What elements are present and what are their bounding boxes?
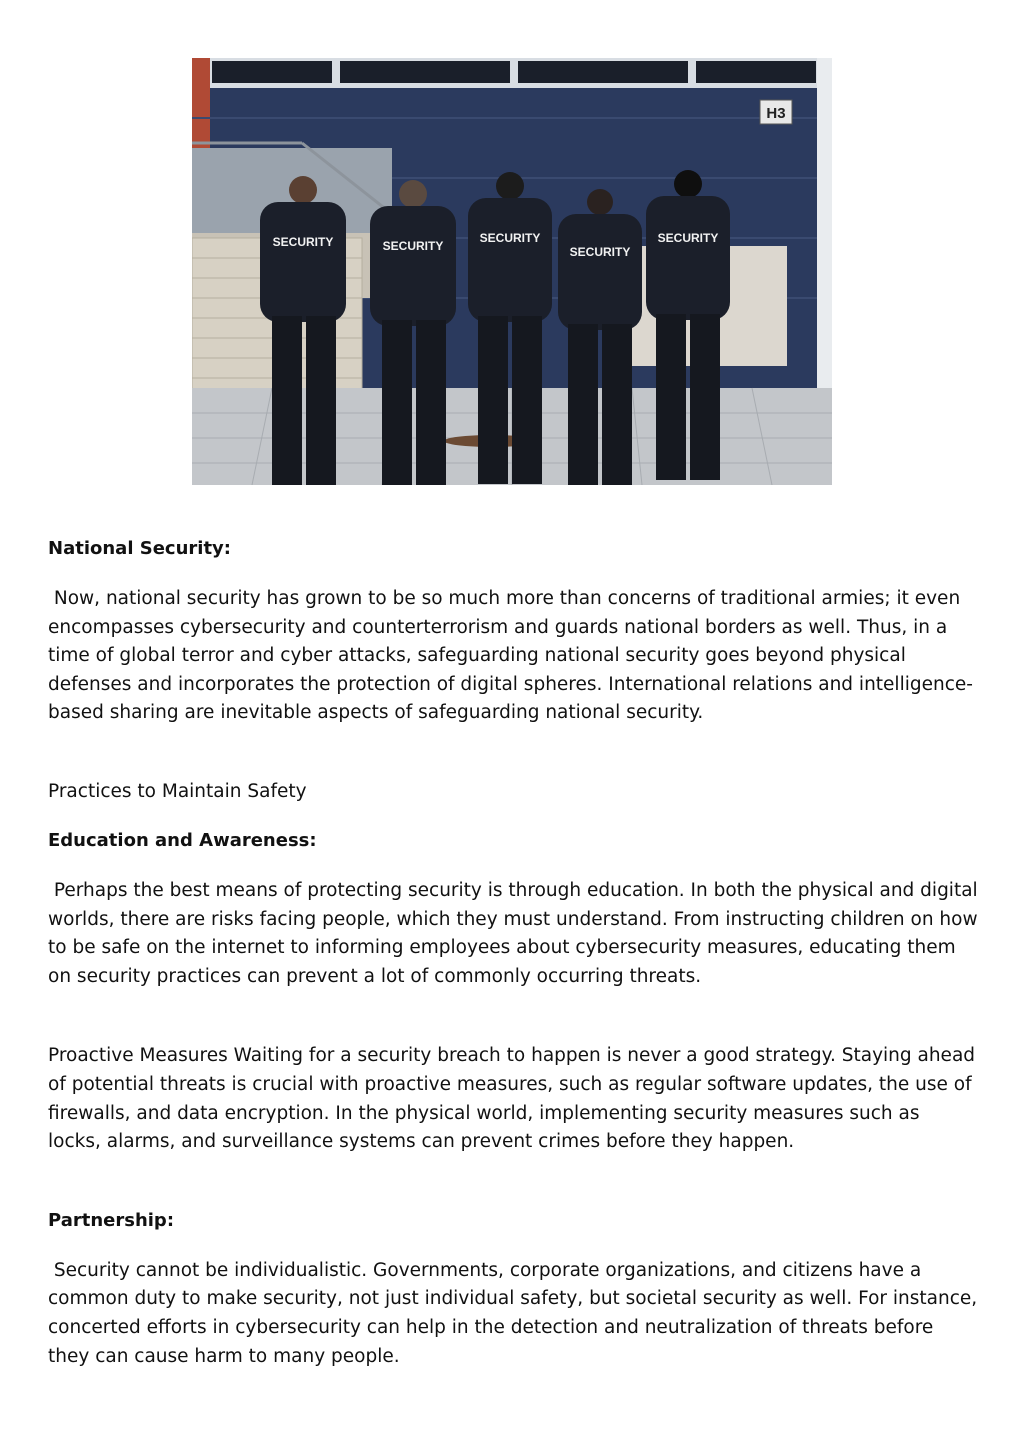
education-heading: Education and Awareness:	[48, 829, 317, 851]
article-body	[48, 536, 984, 1371]
svg-text:SECURITY: SECURITY	[569, 245, 631, 259]
security-guards-photo	[192, 58, 832, 485]
education-paragraph: Perhaps the best means of protecting security is through education. In both the physical and digital worlds, there are risks facing people, which they must understand. From instructing children on how to be safe on the internet to informing employees about cybersecurity measures, educating them on security practices can prevent a lot of commonly occurring threats.	[48, 879, 984, 987]
partnership-paragraph: Security cannot be individualistic. Governments, corporate organizations, and citizens have a common duty to make security, not just individual safety, but societal security as well. For instance, concerted efforts in cybersecurity can help in the detection and neutralization of threats before they can cause harm to many people.	[48, 1259, 984, 1367]
svg-text:SECURITY: SECURITY	[382, 239, 444, 253]
national-security-heading: National Security:	[48, 538, 231, 559]
svg-text:SECURITY: SECURITY	[657, 231, 719, 245]
svg-text:SECURITY: SECURITY	[479, 231, 541, 245]
guard-figures	[260, 170, 730, 485]
proactive-measures-paragraph: Proactive Measures Waiting for a security breach to happen is never a good strategy. Staying ahead of potential threats is crucial with proactive measures, such as regular software updates, the use of firewalls, and data encryption. In the physical world, implementing security measures such as locks, alarms, and surveillance systems can prevent crimes before they happen.	[48, 1045, 981, 1153]
svg-text:H3: H3	[766, 105, 786, 122]
svg-text:SECURITY: SECURITY	[272, 235, 334, 249]
national-security-paragraph: Now, national security has grown to be so much more than concerns of traditional armies; it even encompasses cybersecurity and counterterrorism and guards national borders as well. Thus, in a time of global terror and cyber attacks, safeguarding national security goes beyond physical defenses and incorporates the protection of digital spheres. International relations and intelligence-based sharing are inevitable aspects of safeguarding national security.	[48, 588, 973, 724]
practices-title: Practices to Maintain Safety	[48, 780, 307, 802]
building-sign	[760, 100, 792, 124]
partnership-heading: Partnership:	[48, 1209, 175, 1231]
